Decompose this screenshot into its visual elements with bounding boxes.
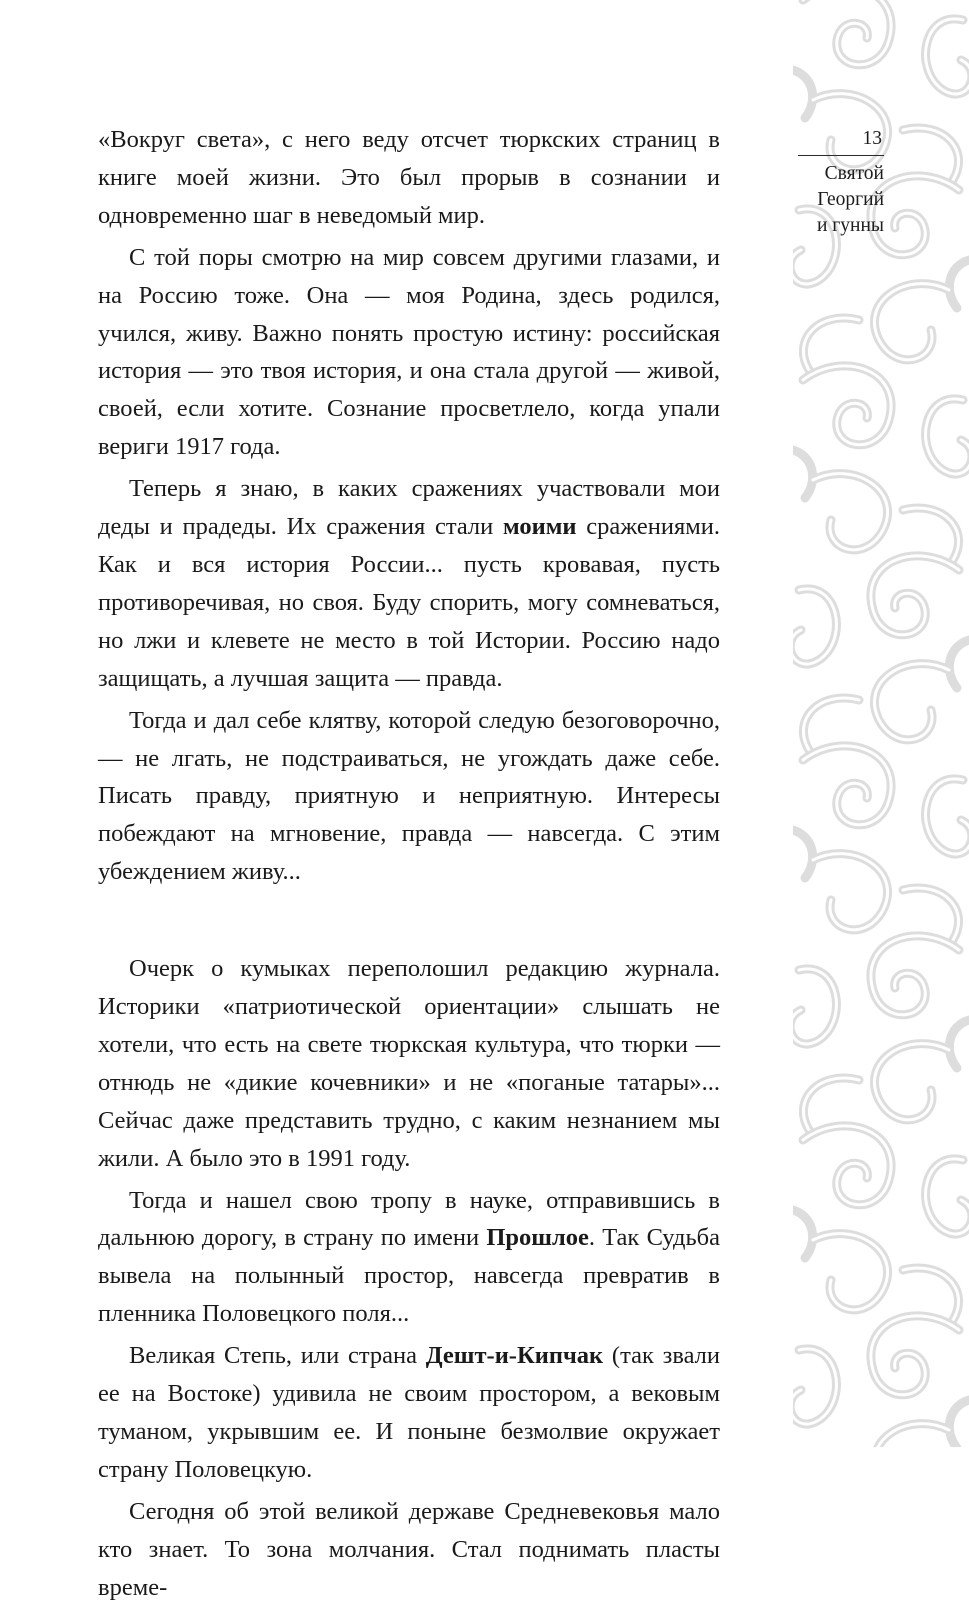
paragraph (98, 1337, 720, 1489)
emphasized-term: Дешт-и-Кипчак (425, 1342, 604, 1370)
paragraph-text: «Вокруг света», с него веду отсчет тюркских страниц в книге моей жизни. Это был прорыв в сознании и одновременно шаг в неведомый мир. (98, 126, 720, 229)
paragraph (98, 121, 720, 235)
paragraph-text: Тогда и дал себе клятву, которой следую безоговорочно, — не лгать, не подстраиваться, не угождать даже себе. Писать правду, приятную и неприятную. Интересы побеждают на мгновение, правда — навсегда. С этим убеждением живу... (98, 706, 720, 886)
emphasized-term: моими (503, 513, 577, 541)
paragraph-text: Очерк о кумыках переполошил редакцию журнала. Историки «патриотической ориентации» слышать не хотели, что есть на свете тюркская культура, что тюрки — отнюдь не «дикие кочевники» и не «поганые татары»... Сейчас даже представить трудно, с каким незнанием мы жили. А было это в 1991 году. (98, 955, 720, 1172)
paragraph (98, 239, 720, 466)
paragraph (98, 470, 720, 697)
running-section-title: Святой Георгий и гунны (816, 163, 884, 236)
paragraph (98, 950, 720, 1177)
paragraph-text: . Так Судьба вывела на полынный простор, навсегда превратив в пленника Половецкого поля... (98, 1224, 720, 1328)
paragraph (98, 702, 720, 892)
page-number: 13 (862, 128, 882, 149)
emphasized-term: Прошлое (486, 1224, 589, 1252)
paragraph-text: Великая Степь, или страна (129, 1342, 426, 1370)
margin-header (788, 126, 884, 239)
text-part-1 (98, 121, 720, 891)
paragraph-text: Тогда и нашел свою тропу в науке, отправившись в дальнюю дорогу, в страну по имени (98, 1186, 720, 1252)
page-number-divider (798, 155, 884, 156)
paragraph-text: Теперь я знаю, в каких сражениях участвовали мои деды и прадеды. Их сражения стали (98, 475, 720, 541)
paragraph-text: С той поры смотрю на мир совсем другими глазами, и на Россию тоже. Она — моя Родина, здесь родился, учился, живу. Важно понять простую истину: российская история — это твоя история, и она стала другой — живой, своей, если хотите. Сознание просветлело, когда упали вериги 1917 года. (98, 243, 720, 461)
text-part-2 (98, 950, 720, 1606)
section-break (98, 891, 720, 950)
paragraph-text: Сегодня об этой великой державе Средневековья мало кто знает. То зона молчания. Стал поднимать пласты време- (98, 1497, 720, 1601)
main-text-column (98, 121, 720, 1607)
paragraph (98, 1493, 720, 1607)
paragraph-text: сражениями. Как и вся история России... пусть кровавая, пусть противоречивая, но своя. Буду спорить, могу сомневаться, но лжи и клевете не место в той Истории. Россию надо защищать, а лучшая защита — правда. (98, 513, 720, 692)
paragraph-text: (так звали ее на Востоке) удивила не своим простором, а вековым туманом, укрывшим ее. И поныне безмолвие окружает страну Половецкую. (98, 1342, 720, 1483)
paragraph (98, 1182, 720, 1334)
